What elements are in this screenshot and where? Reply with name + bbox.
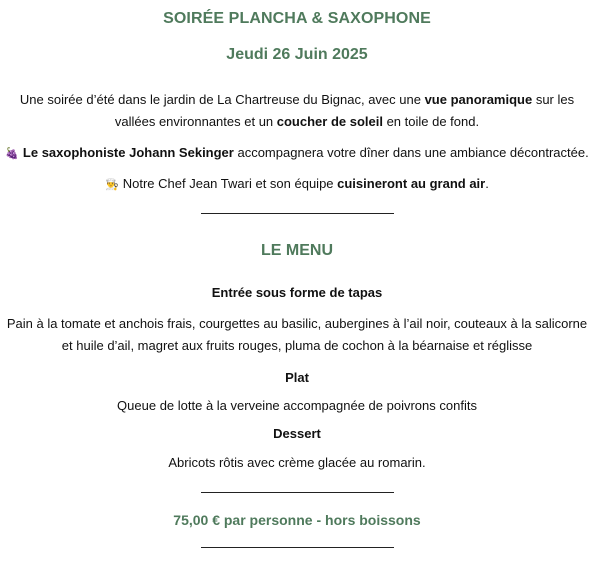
divider bbox=[201, 213, 394, 214]
intro-bold-2: coucher de soleil bbox=[276, 114, 383, 129]
intro-bold-1: vue panoramique bbox=[424, 92, 533, 107]
intro-text-2: sur les vallées environnantes et un bbox=[114, 92, 575, 129]
entree-heading: Entrée sous forme de tapas bbox=[211, 285, 383, 300]
chef-icon: 👨‍🍳 bbox=[105, 179, 119, 191]
saxophone-paragraph bbox=[0, 142, 594, 164]
dessert-text: Abricots rôtis avec crème glacée au romarin. bbox=[168, 455, 426, 470]
intro-text-3: en toile de fond. bbox=[382, 114, 480, 129]
plat-heading: Plat bbox=[285, 370, 309, 385]
plat-text: Queue de lotte à la verveine accompagnée de poivrons confits bbox=[117, 398, 477, 413]
event-date: Jeudi 26 Juin 2025 bbox=[226, 46, 368, 63]
entree-text: Pain à la tomate et anchois frais, courgettes au basilic, aubergines à l’ail noir, couteaux à la salicorne et huile d’ail, magret aux fruits rouges, pluma de cochon à la béarnaise et réglisse bbox=[6, 316, 588, 353]
chef-text-2: . bbox=[485, 176, 489, 191]
chef-paragraph bbox=[0, 173, 594, 195]
divider bbox=[201, 547, 394, 548]
saxophonist-name: Le saxophoniste Johann Sekinger bbox=[22, 145, 234, 160]
dessert-heading: Dessert bbox=[273, 426, 321, 441]
saxophone-text: accompagnera votre dîner dans une ambiance décontractée. bbox=[233, 145, 589, 160]
event-title: SOIRÉE PLANCHA & SAXOPHONE bbox=[163, 10, 431, 27]
divider bbox=[201, 492, 394, 493]
grapes-icon: 🍇 bbox=[5, 148, 20, 160]
price-text: 75,00 € par personne - hors boissons bbox=[173, 512, 421, 528]
chef-text-1: Notre Chef Jean Twari et son équipe bbox=[119, 176, 338, 191]
intro-paragraph bbox=[0, 89, 594, 133]
menu-title: LE MENU bbox=[261, 242, 333, 259]
intro-text-1: Une soirée d’été dans le jardin de La Chartreuse du Bignac, avec une bbox=[19, 92, 425, 107]
chef-bold: cuisineront au grand air bbox=[337, 176, 486, 191]
